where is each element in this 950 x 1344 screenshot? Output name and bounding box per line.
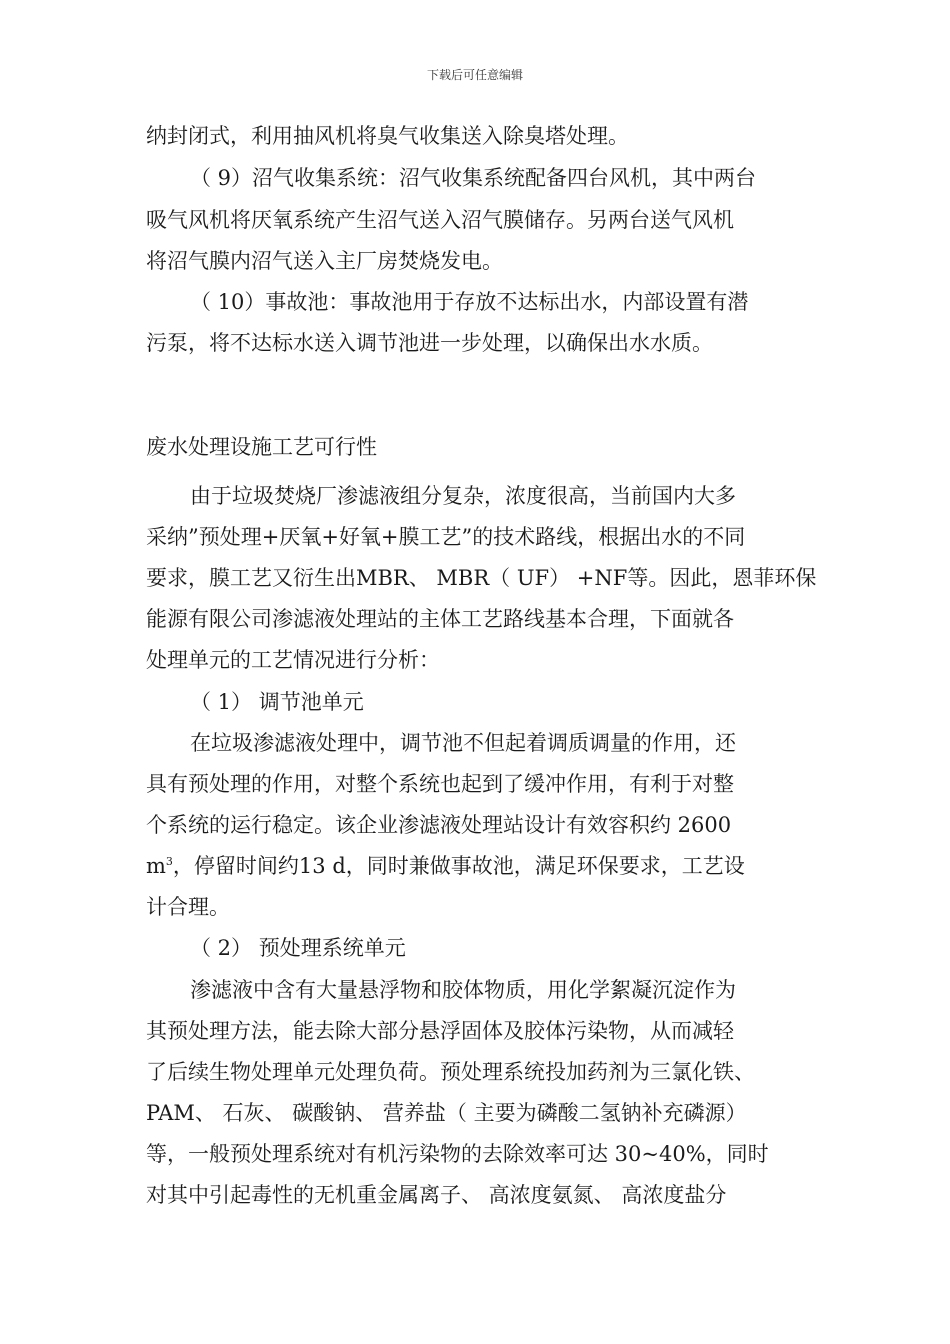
text-line: 由于垃圾焚烧厂渗滤液组分复杂，浓度很高，当前国内大多 (190, 484, 736, 508)
page-header: 下载后可任意编辑 (426, 68, 523, 82)
text-line: 吸气风机将厌氧系统产生沼气送入沼气膜储存。另两台送气风机 (146, 208, 734, 232)
text-line: 将沼气膜内沼气送入主厂房焚烧发电。 (146, 249, 503, 273)
text-line: 了后续生物处理单元处理负荷。预处理系统投加药剂为三氯化铁、 (146, 1060, 755, 1084)
text-line: 要求，膜工艺又衍生出MBR、 MBR（ UF） +NF等。因此，恩菲环保 (146, 566, 817, 590)
text-line: 纳封闭式，利用抽风机将臭气收集送入除臭塔处理。 (146, 124, 629, 148)
text-line: 等，一般预处理系统对有机污染物的去除效率可达 30~40%，同时 (146, 1142, 769, 1166)
text-line: （ 9）沼气收集系统：沼气收集系统配备四台风机，其中两台 (190, 166, 757, 190)
superscript-3: 3 (165, 855, 173, 868)
text-line: 具有预处理的作用，对整个系统也起到了缓冲作用，有利于对整 (146, 772, 734, 796)
subsection-heading: （ 2） 预处理系统单元 (190, 936, 406, 960)
text-line: 处理单元的工艺情况进行分析： (146, 648, 440, 672)
text-line: 采纳”预处理+厌氧+好氧+膜工艺”的技术路线，根据出水的不同 (146, 525, 746, 549)
text-line (146, 852, 745, 880)
text-line: PAM、 石灰、 碳酸钠、 营养盐（ 主要为磷酸二氢钠补充磷源） (146, 1101, 747, 1125)
text-line: 在垃圾渗滤液处理中，调节池不但起着调质调量的作用，还 (190, 731, 736, 755)
text-line: （ 10）事故池：事故池用于存放不达标出水，内部设置有潜 (190, 290, 749, 314)
subsection-heading: （ 1） 调节池单元 (190, 690, 364, 714)
section-heading: 废水处理设施工艺可行性 (146, 435, 377, 459)
text-fragment: ，停留时间约13 d，同时兼做事故池，满足环保要求，工艺设 (172, 854, 745, 878)
text-line: 渗滤液中含有大量悬浮物和胶体物质，用化学絮凝沉淀作为 (190, 978, 736, 1002)
text-line: 对其中引起毒性的无机重金属离子、 高浓度氨氮、 高浓度盐分 (146, 1183, 727, 1207)
text-line: 计合理。 (146, 895, 230, 919)
text-line: 其预处理方法，能去除大部分悬浮固体及胶体污染物，从而减轻 (146, 1019, 734, 1043)
text-line: 污泵，将不达标水送入调节池进一步处理，以确保出水水质。 (146, 331, 713, 355)
unit-m: m (146, 854, 166, 878)
text-line: 能源有限公司渗滤液处理站的主体工艺路线基本合理，下面就各 (146, 607, 734, 631)
text-line: 个系统的运行稳定。该企业渗滤液处理站设计有效容积约 2600 (146, 813, 732, 837)
